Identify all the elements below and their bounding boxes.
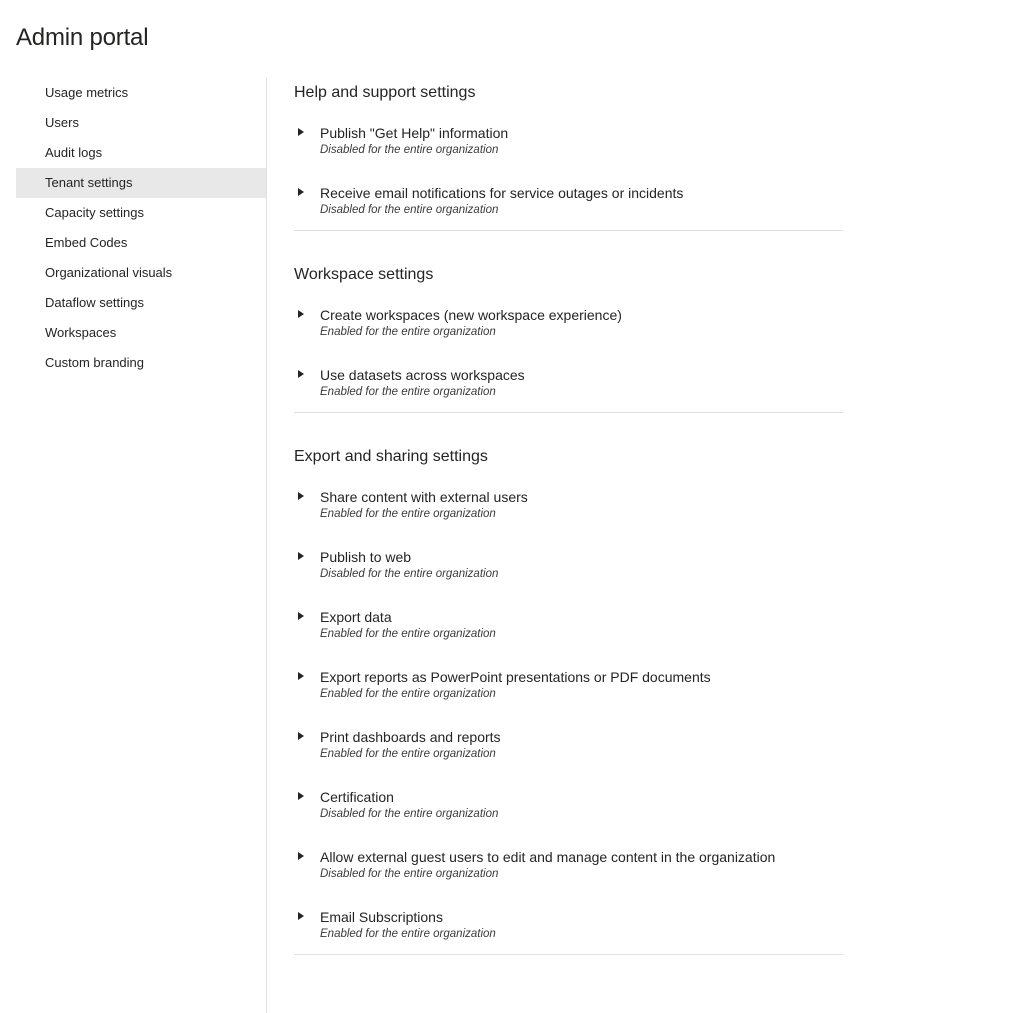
setting-name[interactable]: Export data: [320, 609, 392, 625]
setting-export-data[interactable]: [294, 608, 843, 668]
caret-right-icon[interactable]: [298, 792, 304, 800]
setting-name[interactable]: Export reports as PowerPoint presentations or PDF documents: [320, 669, 711, 685]
caret-right-icon[interactable]: [298, 492, 304, 500]
setting-status: Disabled for the entire organization: [320, 808, 499, 820]
sidebar-item-usage-metrics[interactable]: Usage metrics: [45, 85, 129, 100]
caret-right-icon[interactable]: [298, 552, 304, 560]
sidebar-item-organizational-visuals[interactable]: Organizational visuals: [45, 265, 173, 280]
setting-status: Enabled for the entire organization: [320, 508, 496, 520]
setting-name[interactable]: Receive email notifications for service outages or incidents: [320, 185, 684, 201]
setting-name[interactable]: Email Subscriptions: [320, 909, 443, 925]
section-title: Export and sharing settings: [294, 448, 488, 465]
setting-email-notifications-outages[interactable]: [294, 184, 843, 244]
setting-status: Disabled for the entire organization: [320, 568, 499, 580]
caret-right-icon[interactable]: [298, 912, 304, 920]
setting-name[interactable]: Use datasets across workspaces: [320, 367, 525, 383]
section-export-and-sharing: [294, 444, 843, 955]
caret-right-icon[interactable]: [298, 852, 304, 860]
sidebar-item-tenant-settings[interactable]: Tenant settings: [16, 168, 266, 198]
setting-name[interactable]: Allow external guest users to edit and manage content in the organization: [320, 849, 776, 865]
setting-name[interactable]: Create workspaces (new workspace experience): [320, 307, 622, 323]
section-help-and-support: [294, 80, 843, 231]
setting-status: Enabled for the entire organization: [320, 928, 496, 940]
setting-certification[interactable]: [294, 788, 843, 848]
setting-print-dashboards-reports[interactable]: [294, 728, 843, 788]
setting-status: Enabled for the entire organization: [320, 628, 496, 640]
sidebar-item-custom-branding[interactable]: Custom branding: [45, 355, 144, 370]
setting-create-workspaces[interactable]: [294, 306, 843, 366]
tenant-settings-content: [294, 78, 854, 955]
setting-name[interactable]: Publish "Get Help" information: [320, 125, 509, 141]
caret-right-icon[interactable]: [298, 370, 304, 378]
setting-publish-to-web[interactable]: [294, 548, 843, 608]
sidebar-item-capacity-settings[interactable]: Capacity settings: [45, 205, 144, 220]
sidebar-item-workspaces[interactable]: Workspaces: [45, 325, 117, 340]
sidebar: [0, 78, 267, 1013]
setting-use-datasets-across-workspaces[interactable]: [294, 366, 843, 426]
setting-name[interactable]: Certification: [320, 789, 394, 805]
setting-name[interactable]: Print dashboards and reports: [320, 729, 501, 745]
setting-export-reports-ppt-pdf[interactable]: [294, 668, 843, 728]
caret-right-icon[interactable]: [298, 732, 304, 740]
caret-right-icon[interactable]: [298, 128, 304, 136]
setting-status: Enabled for the entire organization: [320, 688, 496, 700]
caret-right-icon[interactable]: [298, 672, 304, 680]
section-workspace: [294, 262, 843, 413]
setting-external-guest-edit[interactable]: [294, 848, 843, 908]
caret-right-icon[interactable]: [298, 310, 304, 318]
setting-status: Enabled for the entire organization: [320, 326, 496, 338]
caret-right-icon[interactable]: [298, 612, 304, 620]
sidebar-item-embed-codes[interactable]: Embed Codes: [45, 235, 128, 250]
setting-name[interactable]: Publish to web: [320, 549, 412, 565]
page-title: Admin portal: [16, 24, 149, 51]
sidebar-item-dataflow-settings[interactable]: Dataflow settings: [45, 295, 144, 310]
setting-status: Enabled for the entire organization: [320, 386, 496, 398]
setting-status: Disabled for the entire organization: [320, 144, 499, 156]
setting-publish-get-help[interactable]: [294, 124, 843, 184]
sidebar-item-audit-logs[interactable]: Audit logs: [45, 145, 103, 160]
sidebar-item-users[interactable]: Users: [45, 115, 79, 130]
sidebar-nav: [0, 78, 266, 378]
section-title: Help and support settings: [294, 84, 476, 101]
caret-right-icon[interactable]: [298, 188, 304, 196]
setting-email-subscriptions[interactable]: [294, 908, 843, 968]
setting-status: Enabled for the entire organization: [320, 748, 496, 760]
setting-status: Disabled for the entire organization: [320, 868, 499, 880]
setting-status: Disabled for the entire organization: [320, 204, 499, 216]
setting-share-external-users[interactable]: [294, 488, 843, 548]
setting-name[interactable]: Share content with external users: [320, 489, 528, 505]
section-title: Workspace settings: [294, 266, 434, 283]
